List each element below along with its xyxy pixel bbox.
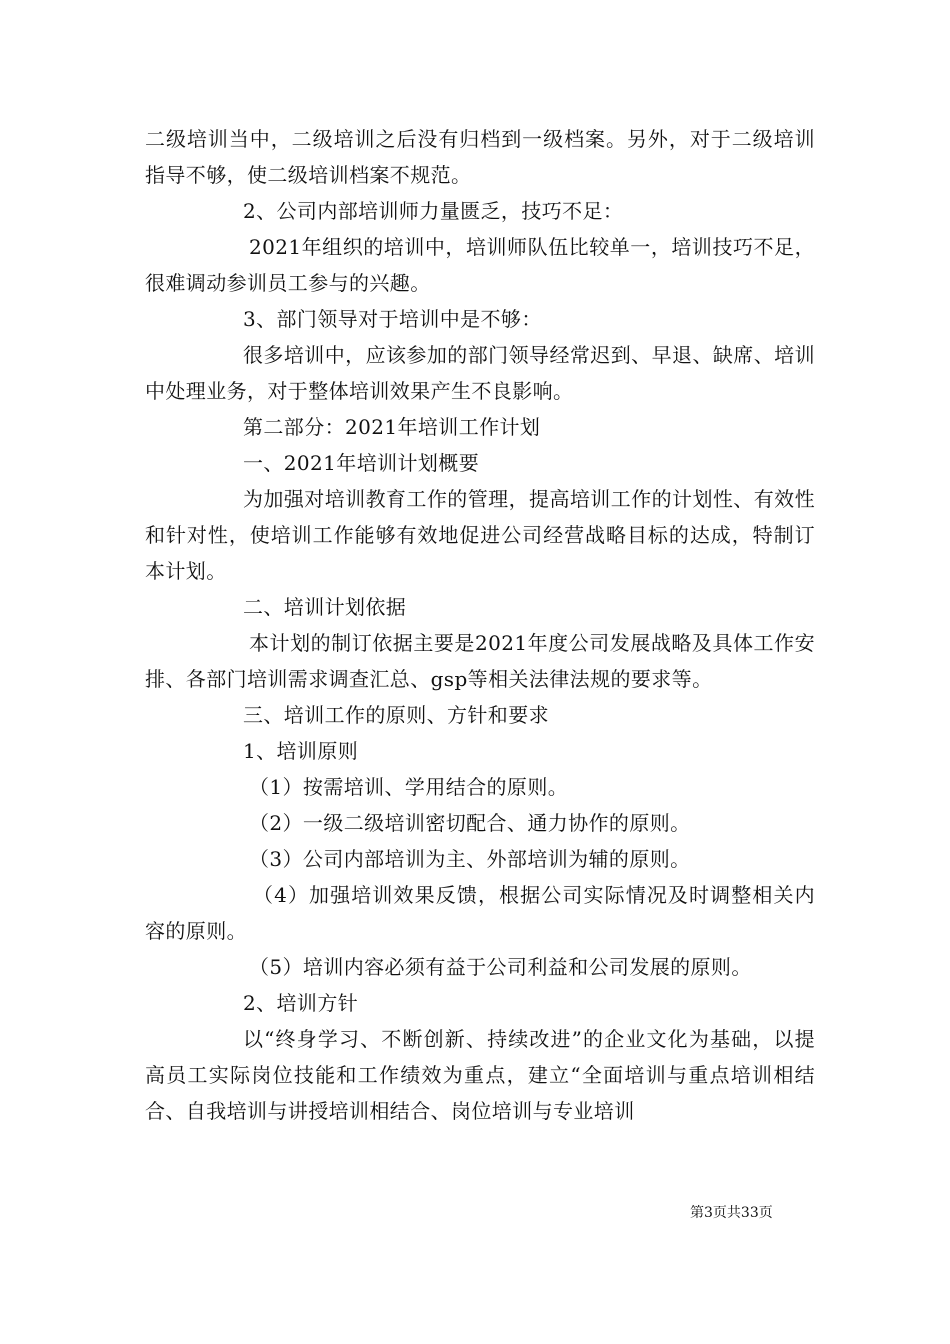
paragraph-5: 很多培训中，应该参加的部门领导经常迟到、早退、缺席、培训中处理业务，对于整体培训效果产生不良影响。 [145,343,815,403]
principle-item-3: （3）公司内部培训为主、外部培训为辅的原则。 [249,847,691,871]
principle-item-2: （2）一级二级培训密切配合、通力协作的原则。 [249,811,691,835]
section-heading-1: 一、2021年培训计划概要 [243,451,480,475]
page-number: 第3页共33页 [690,1205,773,1221]
principle-item-1: （1）按需培训、学用结合的原则。 [249,775,569,799]
subheading-principles: 1、培训原则 [243,739,359,763]
paragraph-7: 本计划的制订依据主要是2021年度公司发展战略及具体工作安排、各部门培训需求调查汇总、gsp等相关法律法规的要求等。 [145,631,815,691]
section-heading-part-two: 第二部分：2021年培训工作计划 [243,415,541,439]
paragraph-2: 2、公司内部培训师力量匮乏，技巧不足： [243,199,624,223]
principle-item-4: （4）加强培训效果反馈，根据公司实际情况及时调整相关内容的原则。 [145,883,815,943]
document-body [145,121,815,1129]
section-heading-2: 二、培训计划依据 [243,595,407,619]
paragraph-1: 二级培训当中，二级培训之后没有归档到一级档案。另外，对于二级培训指导不够，使二级培训档案不规范。 [145,127,815,187]
section-heading-3: 三、培训工作的原则、方针和要求 [243,703,549,727]
paragraph-4: 3、部门领导对于培训中是不够： [243,307,542,331]
paragraph-3: 2021年组织的培训中，培训师队伍比较单一，培训技巧不足，很难调动参训员工参与的兴趣。 [145,235,815,295]
principle-item-5: （5）培训内容必须有益于公司利益和公司发展的原则。 [249,955,752,979]
subheading-policy: 2、培训方针 [243,991,359,1015]
paragraph-6: 为加强对培训教育工作的管理，提高培训工作的计划性、有效性和针对性，使培训工作能够有效地促进公司经营战略目标的达成，特制订本计划。 [145,487,815,583]
paragraph-8: 以“终身学习、不断创新、持续改进”的企业文化为基础，以提高员工实际岗位技能和工作绩效为重点，建立“全面培训与重点培训相结合、自我培训与讲授培训相结合、岗位培训与专业培训 [145,1027,815,1123]
